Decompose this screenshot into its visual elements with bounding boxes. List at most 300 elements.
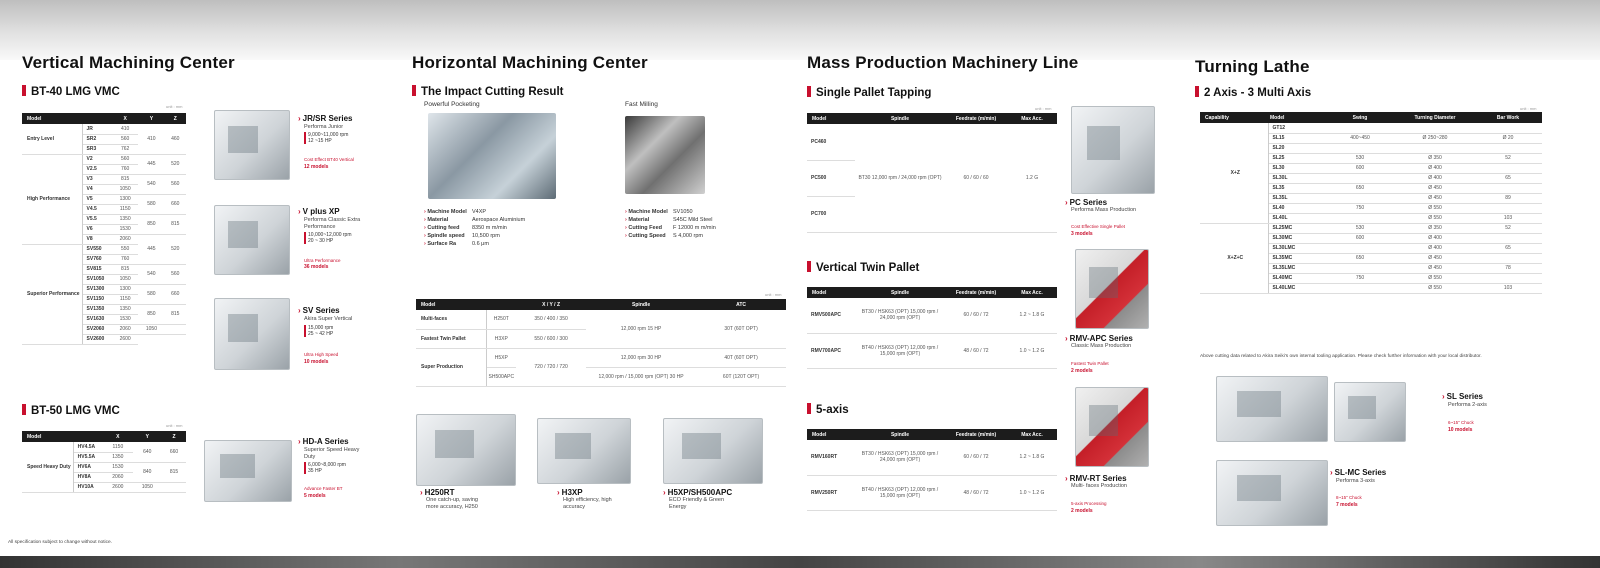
twin-subtitle: Vertical Twin Pallet [807,261,919,274]
product-name: › PC Series [1065,198,1107,207]
z-cell: 520 [165,234,186,264]
pocketing-photo [428,113,556,199]
product-tag: 5-axis Processing [1071,501,1107,506]
sl-machine-image-2 [1334,382,1406,442]
model-cell: GT12 [1268,123,1324,133]
product-tag: Fastest Twin Pallet [1071,361,1109,366]
x-cell: 410 [112,124,138,134]
acc-cell: 1.2 G [1007,124,1057,232]
left-spec-list [424,208,525,248]
product-name: › HD-A Series [298,437,349,446]
product-name: › RMV-APC Series [1065,334,1133,343]
spindle-cell: 12,000 rpm 30 HP [586,348,696,367]
barwork-cell [1474,253,1542,263]
product-count: 3 models [1071,231,1093,237]
table-row [416,348,786,367]
product-count: 5 models [304,493,326,499]
spec-value: S 4,000 rpm [673,233,703,239]
col-blank [73,431,103,442]
barwork-cell [1474,203,1542,213]
col-atc: ATC [696,299,786,310]
hmc-table [416,299,786,387]
spec-key: › Machine Model [424,209,472,215]
spec-key: › Machine Model [625,209,673,215]
model-cell: SV550 [82,244,112,254]
product-subtitle: ECO Friendly & Green Energy [669,497,725,510]
right-spec-list [625,208,716,240]
spec-row [424,224,525,232]
col-model: Model [416,299,486,310]
table-row [807,124,1057,160]
model-cell: SL25MC [1268,223,1324,233]
z-cell: 660 [165,194,186,214]
feed-cell: 48 / 60 / 72 [945,333,1007,368]
hd-a-machine-image [204,440,292,502]
swing-cell [1324,123,1396,133]
product-name: › H250RT [420,488,454,497]
col-spindle: Spindle [855,113,945,124]
swing-cell: 650 [1324,253,1396,263]
barwork-cell: 103 [1474,213,1542,223]
model-cell: V5.5 [82,214,112,224]
swing-cell: 750 [1324,203,1396,213]
x-cell: 1150 [112,294,138,304]
unit-label: unit : mm [166,104,183,109]
swing-cell [1324,193,1396,203]
x-cell: 1150 [103,442,132,452]
spindle-cell: BT40 / HSK63 (OPT) 12,000 rpm / 15,000 rpm (OPT) [855,475,945,510]
z-cell: 460 [165,124,186,154]
model-cell: HV4.5A [73,442,103,452]
x-cell: 2600 [112,334,138,344]
spec-key: › Material [625,217,673,223]
product-tag: Advance Faster BT [304,486,343,491]
product-subtitle: High efficiency, high accuracy [563,497,612,510]
spec-value: Aerospace Aluminium [472,217,526,223]
bt40-table [22,113,186,345]
product-subtitle: Classic Mass Production [1071,343,1132,349]
product-subtitle: Performa Classic Extra Performance [304,217,361,230]
col-model: Model [807,287,855,298]
product-tag: Cost Effect BT40 Vertical [304,157,354,162]
pc-machine-image [1071,106,1155,194]
x-cell: 1350 [112,214,138,224]
spec-hp: 20 ~ 30 HP [308,238,334,244]
group-cell: Entry Level [22,124,82,154]
spec-key: › Cutting feed [424,225,472,231]
model-cell: SL30L [1268,173,1324,183]
product-name: › SL Series [1442,392,1483,401]
col-acc: Max Acc. [1007,287,1057,298]
bt50-subtitle: BT-50 LMG VMC [22,404,120,417]
z-cell: 560 [165,174,186,194]
swing-cell: 600 [1324,233,1396,243]
spindle-cell: BT30 12,000 rpm / 24,000 rpm (OPT) [855,124,945,232]
col-x: X [103,431,132,442]
xyz-cell: 550 / 600 / 300 [516,329,586,348]
fiveaxis-subtitle: 5-axis [807,403,849,416]
swing-cell [1324,173,1396,183]
col-xyz: X / Y / Z [516,299,586,310]
col-swing: Swing [1324,112,1396,123]
spec-value: F 12000 m m/min [673,225,716,231]
table-row [807,440,1057,475]
table-row [807,333,1057,368]
barwork-cell: 103 [1474,283,1542,293]
product-name: › SL-MC Series [1330,468,1386,477]
model-cell: RMV700APC [807,333,855,368]
atc-cell: 60T (120T OPT) [696,367,786,386]
model-cell: PC460 [807,124,855,160]
spec-row [625,232,716,240]
group-cell: Super Production [416,348,486,386]
x-cell: 1150 [112,204,138,214]
product-tag: Ultra Performance [304,258,341,263]
atc-cell: 40T (60T OPT) [696,348,786,367]
mass-title: Mass Production Machinery Line [807,53,1079,72]
model-cell: V8 [82,234,112,244]
spec-key: › Spindle speed [424,233,472,239]
h5xp-machine-image [663,418,763,484]
col-model: Model [807,429,855,440]
lathe-panel [1190,0,1600,556]
spindle-cell: 12,000 rpm / 15,000 rpm (OPT) 30 HP [586,367,696,386]
product-count: 2 models [1071,508,1093,514]
z-cell: 520 [165,154,186,174]
x-cell: 2600 [103,482,132,492]
bt50-table [22,431,186,493]
group-cell: Superior Performance [22,244,82,344]
product-spec [304,462,346,474]
z-cell: 660 [165,284,186,304]
x-cell: 1050 [112,274,138,284]
model-cell: SH500APC [486,367,516,386]
barwork-cell: Ø 20 [1474,133,1542,143]
barwork-cell: 52 [1474,223,1542,233]
spindle-cell: 12,000 rpm 15 HP [586,310,696,348]
col-feed: Feedrate (m/min) [945,113,1007,124]
spec-hp: 25 ~ 42 HP [308,331,334,337]
capability-cell: X+Z+C [1200,223,1268,293]
col-model: Model [807,113,855,124]
z-cell: 560 [165,264,186,284]
z-cell: 815 [165,214,186,234]
diameter-cell: Ø 400 [1396,243,1474,253]
model-cell: HV5.5A [73,452,103,462]
acc-cell: 1.2 ~ 1.8 G [1007,298,1057,333]
spec-key: › Surface Ra [424,241,472,247]
diameter-cell: Ø 550 [1396,283,1474,293]
diameter-cell: Ø 400 [1396,163,1474,173]
product-spec [304,232,352,244]
model-cell: SL40L [1268,213,1324,223]
model-cell: SL35LMC [1268,263,1324,273]
model-cell: SL35 [1268,183,1324,193]
x-cell: 760 [112,164,138,174]
col-spindle: Spindle [855,287,945,298]
spec-key: › Cutting Feed [625,225,673,231]
spec-value: 0.6 μm [472,241,489,247]
col-acc: Max Acc. [1007,429,1057,440]
hmc-panel [400,0,795,556]
swing-cell: 530 [1324,223,1396,233]
y-cell: 1050 [133,482,162,492]
y-cell: 445 [138,154,164,174]
model-cell: SV1150 [82,294,112,304]
z-cell: 660 [162,442,186,462]
spec-row [625,224,716,232]
feed-cell: 60 / 60 / 72 [945,440,1007,475]
model-cell: V5 [82,194,112,204]
hmc-subtitle: The Impact Cutting Result [412,85,563,98]
spec-rpm: 15,000 rpm [308,325,334,331]
product-name: › RMV-RT Series [1065,474,1127,483]
x-cell: 560 [112,134,138,144]
col-spindle: Spindle [586,299,696,310]
model-cell: SL20 [1268,143,1324,153]
model-cell: SL35L [1268,193,1324,203]
y-cell: 850 [138,304,164,324]
left-caption: Powerful Pocketing [424,101,480,108]
table-row [1200,123,1542,133]
col-blank [82,113,112,124]
fiveaxis-table [807,429,1057,511]
capability-cell: X+Z [1200,123,1268,223]
model-cell: SL40 [1268,203,1324,213]
model-cell: SL25 [1268,153,1324,163]
rmv-rt-machine-image [1075,387,1149,467]
x-cell: 1530 [112,224,138,234]
model-cell: V3 [82,174,112,184]
mass-panel [795,0,1190,556]
col-x: X [112,113,138,124]
swing-cell: 530 [1324,153,1396,163]
acc-cell: 1.2 ~ 1.8 G [1007,440,1057,475]
model-cell: RMV250RT [807,475,855,510]
spec-row [424,208,525,216]
diameter-cell: Ø 450 [1396,253,1474,263]
table-row [807,475,1057,510]
y-cell: 1050 [138,324,164,334]
spec-row [424,216,525,224]
model-cell: SV1050 [82,274,112,284]
diameter-cell: Ø 450 [1396,183,1474,193]
model-cell: JR [82,124,112,134]
product-subtitle: One catch-up, saving more accuracy, H250 [426,497,478,510]
col-model: Model [22,113,82,124]
spec-value: V4XP [472,209,487,215]
diameter-cell: Ø 350 [1396,153,1474,163]
product-count: 2 models [1071,368,1093,374]
model-cell: H5XP [486,348,516,367]
diameter-cell: Ø 450 [1396,263,1474,273]
sv-machine-image [214,298,290,370]
spec-value: S45C Mild Steel [673,217,713,223]
group-cell: High Performance [22,154,82,244]
y-cell: 580 [138,284,164,304]
product-count: 7 models [1336,502,1358,508]
lathe-note: Above cutting data related to Akira Seiki's own internal tooling application. Please check further information with your local distributor. [1200,354,1482,359]
table-row [416,310,786,329]
spec-row [625,208,716,216]
vmc-panel [0,0,400,556]
col-model: Model [1268,112,1324,123]
table-row [22,442,186,452]
product-count: 10 models [304,359,329,365]
spec-key: › Material [424,217,472,223]
y-cell: 540 [138,174,164,194]
diameter-cell: Ø 400 [1396,173,1474,183]
right-caption: Fast Milling [625,101,658,108]
x-cell: 760 [112,254,138,264]
unit-label: unit : mm [1035,106,1052,111]
spec-row [625,216,716,224]
x-cell: 2060 [112,234,138,244]
diameter-cell [1396,143,1474,153]
swing-cell [1324,213,1396,223]
y-cell: 445 [138,234,164,264]
model-cell: V4.5 [82,204,112,214]
x-cell: 1350 [103,452,132,462]
group-cell: Fastest Twin Pallet [416,329,486,348]
model-cell: SV815 [82,264,112,274]
y-cell: 580 [138,194,164,214]
col-z: Z [165,113,186,124]
model-cell: SL40MC [1268,273,1324,283]
model-cell: SL30 [1268,163,1324,173]
col-model: Model [22,431,73,442]
spec-rpm: 6,000~8,000 rpm [308,462,346,468]
model-cell: V4 [82,184,112,194]
model-cell: HV8A [73,472,103,482]
product-subtitle: Multi- faces Production [1071,483,1127,489]
product-subtitle: Superior Speed Heavy Duty [304,447,360,460]
product-subtitle: Performa Mass Production [1071,207,1137,213]
swing-cell: 750 [1324,273,1396,283]
unit-label-2: unit : mm [166,423,183,428]
swing-cell: 400~450 [1324,133,1396,143]
col-barwork: Bar Work [1474,112,1542,123]
spindle-cell: BT40 / HSK63 (OPT) 12,000 rpm / 15,000 rpm (OPT) [855,333,945,368]
model-cell: PC500 [807,160,855,196]
col-z: Z [162,431,186,442]
spec-row [424,240,525,248]
spec-rpm: 10,000~12,000 rpm [308,232,352,238]
spec-key: › Cutting Speed [625,233,673,239]
barwork-cell [1474,273,1542,283]
spec-value: SV1050 [673,209,693,215]
spec-value: 8350 m m/min [472,225,507,231]
model-cell: H250T [486,310,516,329]
model-cell: SV2060 [82,324,112,334]
col-y: Y [133,431,162,442]
model-cell: SV1350 [82,304,112,314]
y-cell: 640 [133,442,162,462]
product-name: › SV Series [298,306,340,315]
barwork-cell: 89 [1474,193,1542,203]
spec-rpm: 9,000~11,000 rpm [308,132,349,138]
diameter-cell [1396,123,1474,133]
spindle-cell: BT30 / HSK63 (OPT) 15,000 rpm / 24,000 rpm (OPT) [855,440,945,475]
single-table [807,113,1057,233]
model-cell: V2.5 [82,164,112,174]
milling-photo [625,116,705,194]
model-cell: SV760 [82,254,112,264]
col-blank [486,299,516,310]
group-cell: Speed Heavy Duty [22,442,73,492]
product-tag: Cost Effective Single Pallet [1071,224,1125,229]
col-y: Y [138,113,164,124]
footer-bar [0,556,1600,568]
x-cell: 815 [112,174,138,184]
model-cell: SV2600 [82,334,112,344]
col-capability: Capability [1200,112,1268,123]
table-row [22,124,186,134]
product-count: 10 models [1448,427,1473,433]
product-count: 36 models [304,264,329,270]
model-cell: V6 [82,224,112,234]
table-row [1200,223,1542,233]
col-feed: Feedrate (m/min) [945,429,1007,440]
spec-value: 10,500 rpm [472,233,500,239]
model-cell: SR3 [82,144,112,154]
product-subtitle: Akira Super Vertical [304,316,353,322]
h3xp-machine-image [537,418,631,484]
spec-hp: 12 ~15 HP [308,138,332,144]
hmc-title: Horizontal Machining Center [412,53,648,72]
table-row [807,298,1057,333]
spec-hp: 35 HP [308,468,322,474]
swing-cell: 600 [1324,163,1396,173]
twin-table [807,287,1057,369]
swing-cell [1324,143,1396,153]
z-cell [165,324,186,334]
rmv-apc-machine-image [1075,249,1149,329]
barwork-cell [1474,163,1542,173]
spec-row [424,232,525,240]
model-cell: SR2 [82,134,112,144]
barwork-cell [1474,233,1542,243]
x-cell: 1530 [112,314,138,324]
z-cell: 815 [165,304,186,324]
lathe-table [1200,112,1542,294]
swing-cell [1324,243,1396,253]
x-cell: 815 [112,264,138,274]
model-cell: SL15 [1268,133,1324,143]
diameter-cell: Ø 350 [1396,223,1474,233]
col-feed: Feedrate (m/min) [945,287,1007,298]
model-cell: HV6A [73,462,103,472]
model-cell: HV10A [73,482,103,492]
model-cell: SL35MC [1268,253,1324,263]
feed-cell: 60 / 60 / 60 [945,124,1007,232]
product-subtitle: Performa Junior [304,124,344,130]
footer-note: All specification subject to change without notice. [8,540,112,545]
model-cell: H3XP [486,329,516,348]
jr-sr-machine-image [214,110,290,180]
barwork-cell [1474,123,1542,133]
diameter-cell: Ø 550 [1396,213,1474,223]
col-acc: Max Acc. [1007,113,1057,124]
y-cell: 850 [138,214,164,234]
barwork-cell: 78 [1474,263,1542,273]
x-cell: 1300 [112,194,138,204]
product-spec [304,325,333,337]
bt40-subtitle: BT-40 LMG VMC [22,85,120,98]
barwork-cell: 52 [1474,153,1542,163]
atc-cell: 30T (60T OPT) [696,310,786,348]
swing-cell [1324,283,1396,293]
